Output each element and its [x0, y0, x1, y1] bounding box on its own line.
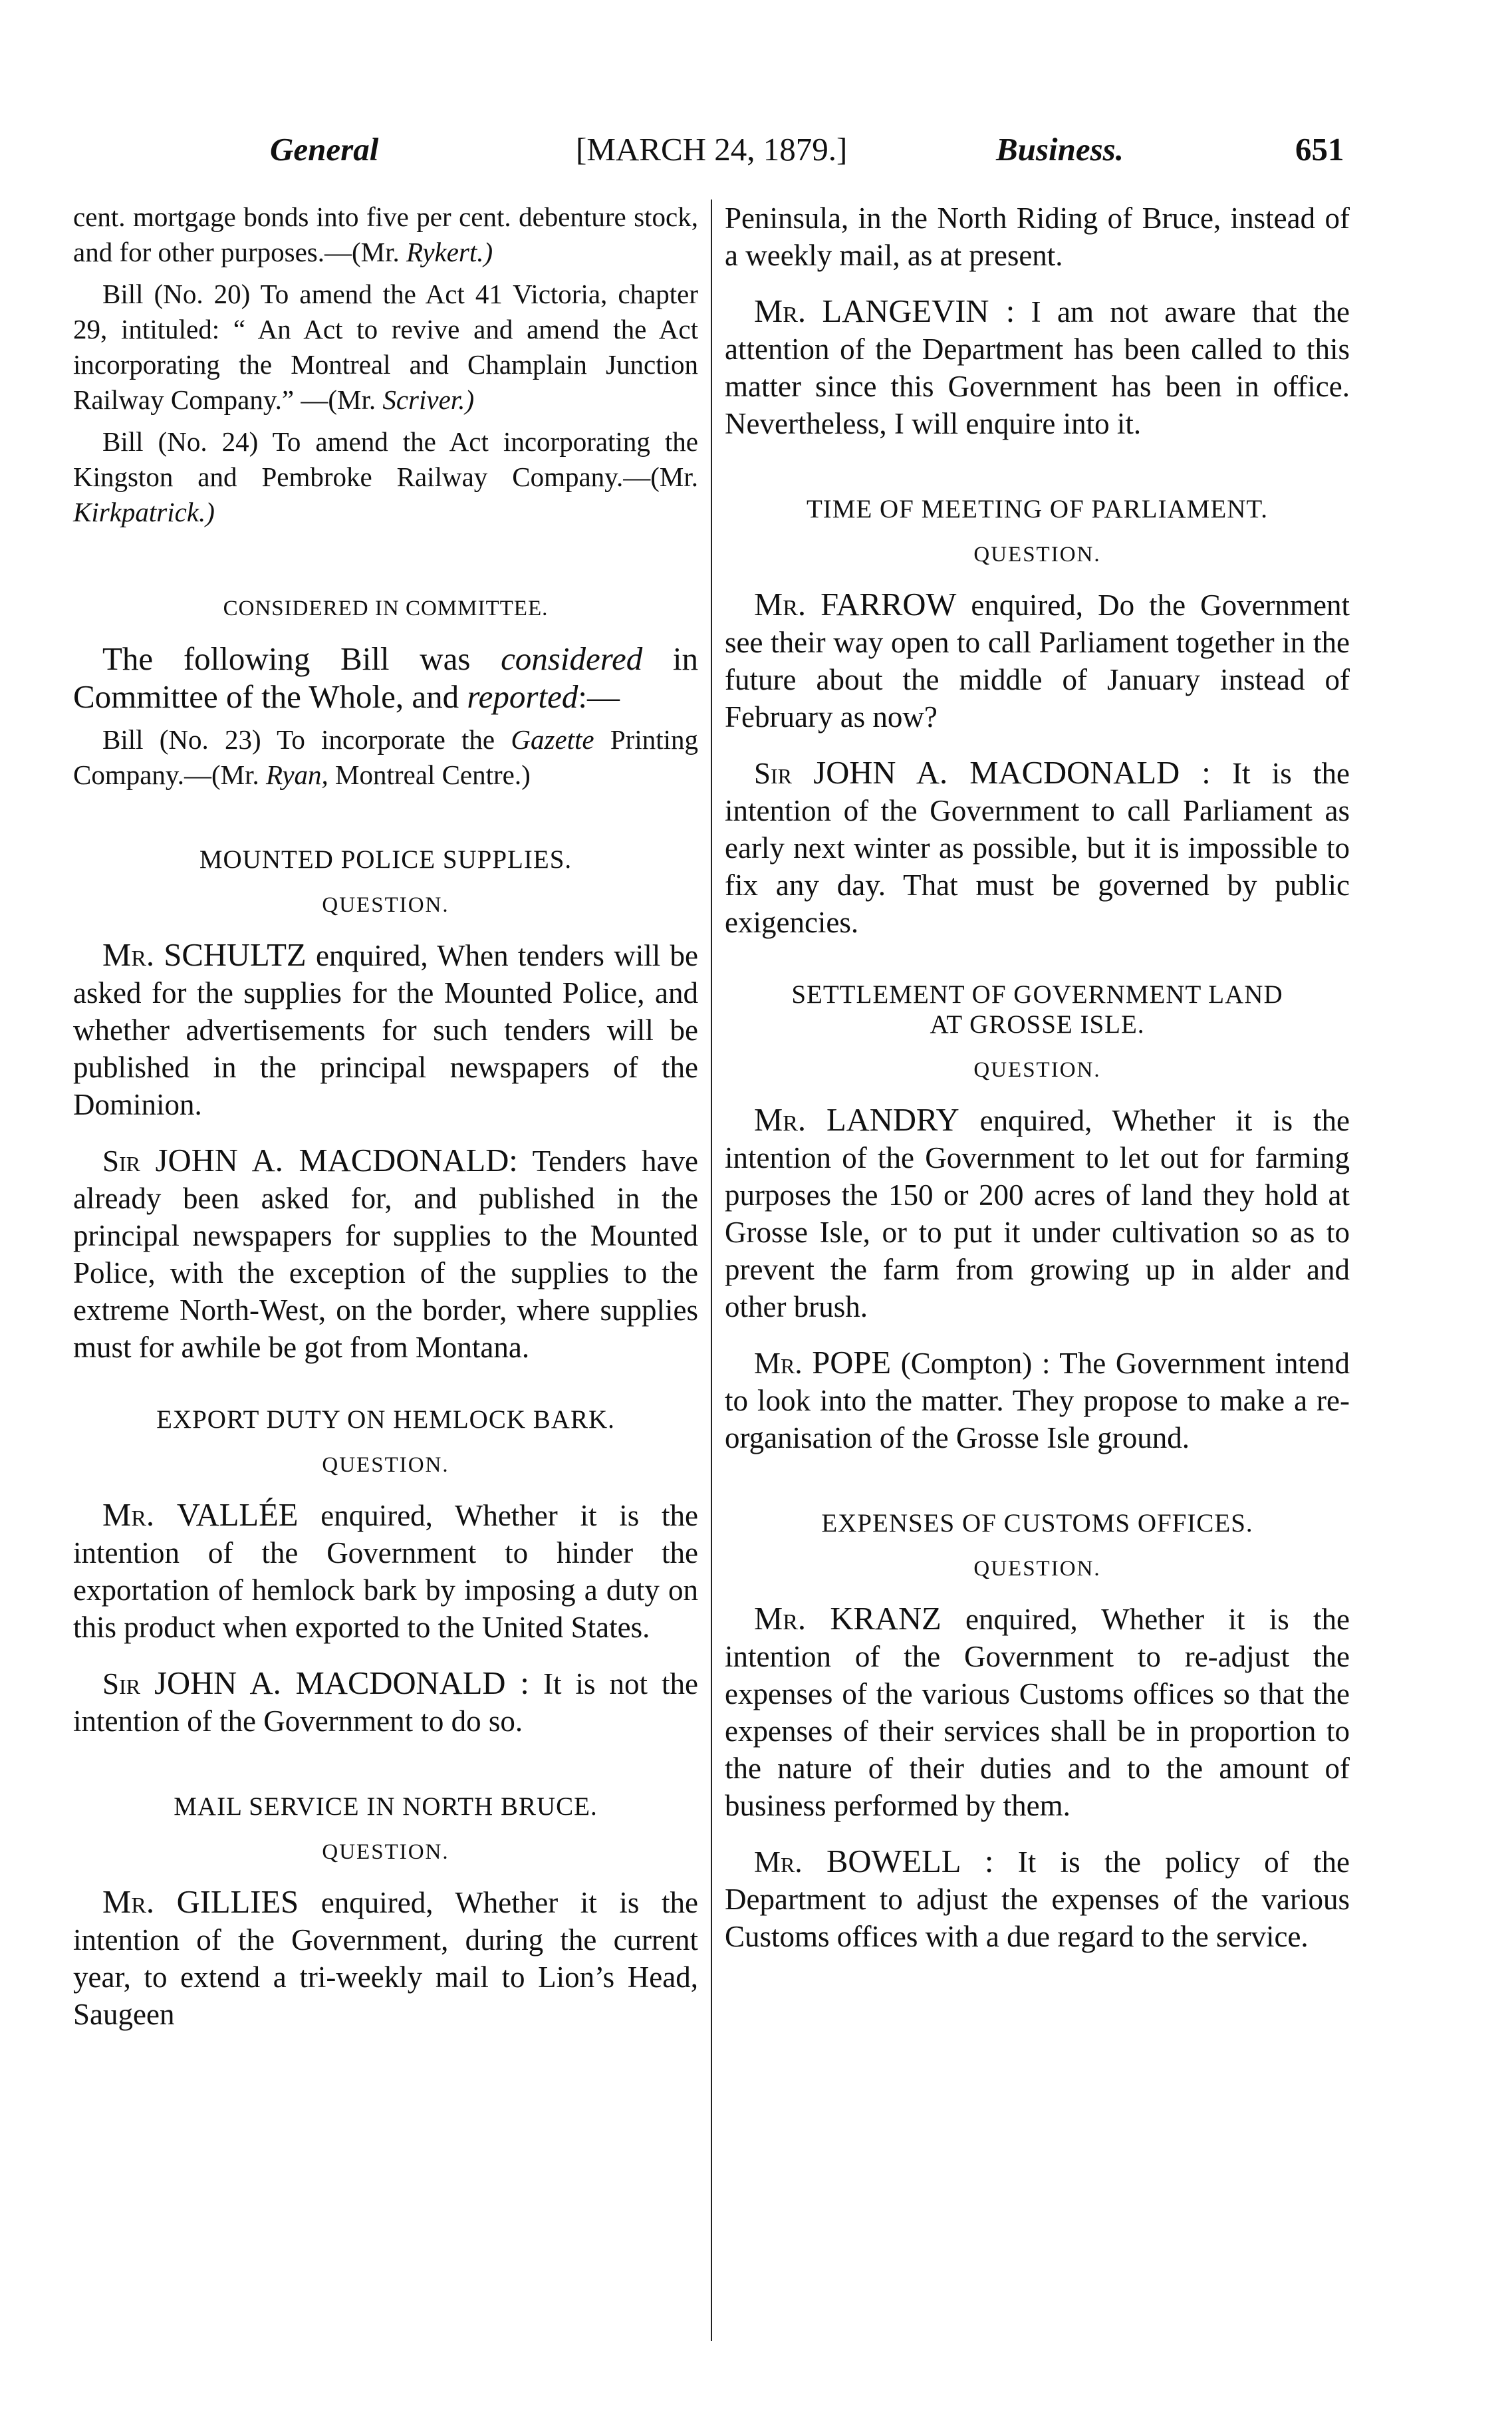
- bill-continuation: cent. mortgage bonds into five per cent. debenture stock, and for other purposes.—(Mr. Rykert.): [73, 202, 698, 267]
- header-date: [MARCH 24, 1879.]: [576, 131, 848, 168]
- section-heading-grosse-isle: SETTLEMENT OF GOVERNMENT LAND AT GROSSE ISLE.: [791, 980, 1283, 1039]
- left-column: [73, 200, 698, 2033]
- question-label: QUESTION.: [322, 1840, 449, 1864]
- question-label: QUESTION.: [322, 893, 449, 917]
- question-vallee: Mr. VALLÉE enquired, Whether it is the intention of the Government to hinder the exportation of hemlock bark by imposing a duty on this product when exported to the United States.: [73, 1497, 699, 1644]
- bill-24: Bill (No. 24) To amend the Act incorporating the Kingston and Pembroke Railway Company.—(Mr. Kirkpatrick.): [73, 426, 698, 527]
- question-label: QUESTION.: [973, 1058, 1101, 1082]
- bill-20: Bill (No. 20) To amend the Act 41 Victoria, chapter 29, intituled: “ An Act to revive and amend the Act incorporating the Montreal and Champlain Junction Railway Company.” —(Mr. Scriver.): [73, 279, 698, 415]
- question-landry: Mr. LANDRY enquired, Whether it is the intention of the Government to let out for farming purposes the 150 or 200 acres of land they hold at Grosse Isle, or to put it under cultivation so as to prevent the farm from growing up in alder and other brush.: [725, 1102, 1350, 1323]
- answer-macdonald-1: Sir JOHN A. MACDONALD: Tenders have already been asked for, and published in the principal newspapers for supplies to the Mounted Police, with the exception of the supplies to the extreme North-West, on the border, where supplies must for awhile be got from Montana.: [73, 1143, 698, 1364]
- question-kranz: Mr. KRANZ enquired, Whether it is the intention of the Government to re-adjust the expenses of the various Customs offices so that the expenses of their services shall be in proportion to the nature of their duties and to the amount of business performed by them.: [725, 1601, 1350, 1822]
- section-heading-considered: CONSIDERED IN COMMITTEE.: [223, 597, 549, 620]
- bill-23: Bill (No. 23) To incorporate the Gazette Printing Company.—(Mr. Ryan, Montreal Centre.): [73, 724, 699, 790]
- answer-langevin: Mr. LANGEVIN : I am not aware that the attention of the Department has been called to this matter since this Government has been in office. Nevertheless, I will enquire into it.: [725, 293, 1350, 440]
- mail-question-continuation: Peninsula, in the North Riding of Bruce, instead of a weekly mail, as at present.: [725, 202, 1350, 272]
- answer-pope: Mr. POPE (Compton) : The Government intend to look into the matter. They propose to make a re-organisation of the Grosse Isle ground.: [725, 1345, 1350, 1454]
- question-label: QUESTION.: [322, 1453, 449, 1477]
- question-label: QUESTION.: [973, 1557, 1101, 1581]
- right-column: [725, 200, 1350, 1955]
- question-gillies: Mr. GILLIES enquired, Whether it is the intention of the Government, during the current year, to extend a tri-weekly mail to Lion’s Head, Saugeen: [73, 1884, 699, 2031]
- question-schultz: Mr. SCHULTZ enquired, When tenders will be asked for the supplies for the Mounted Police, and whether advertisements for such tenders will be published in the principal newspapers of the Dominion.: [73, 937, 699, 1121]
- answer-macdonald-2: Sir JOHN A. MACDONALD : It is not the intention of the Government to do so.: [73, 1665, 699, 1738]
- section-heading-customs: EXPENSES OF CUSTOMS OFFICES.: [821, 1509, 1253, 1538]
- considered-lead: The following Bill was considered in Committee of the Whole, and reported:—: [73, 640, 699, 715]
- question-label: QUESTION.: [973, 543, 1101, 567]
- section-heading-mounted-police: MOUNTED POLICE SUPPLIES.: [199, 845, 572, 874]
- column-divider: [711, 200, 712, 2341]
- running-header: [73, 130, 1356, 177]
- header-left: General: [270, 131, 379, 168]
- answer-bowell: Mr. BOWELL : It is the policy of the Department to adjust the expenses of the various Customs offices with a due regard to the service.: [725, 1843, 1350, 1953]
- section-heading-time-of-meeting: TIME OF MEETING OF PARLIAMENT.: [806, 495, 1269, 523]
- header-right: Business.: [996, 131, 1124, 168]
- page-number: 651: [1295, 131, 1344, 168]
- question-farrow: Mr. FARROW enquired, Do the Government see their way open to call Parliament together in the future about the middle of January instead of February as now?: [725, 587, 1350, 734]
- section-heading-hemlock: EXPORT DUTY ON HEMLOCK BARK.: [156, 1405, 615, 1434]
- answer-macdonald-3: Sir JOHN A. MACDONALD : It is the intention of the Government to call Parliament as early next winter as possible, but it is impossible to fix any day. That must be governed by public exigencies.: [725, 755, 1350, 939]
- section-heading-mail-service: MAIL SERVICE IN NORTH BRUCE.: [174, 1792, 598, 1821]
